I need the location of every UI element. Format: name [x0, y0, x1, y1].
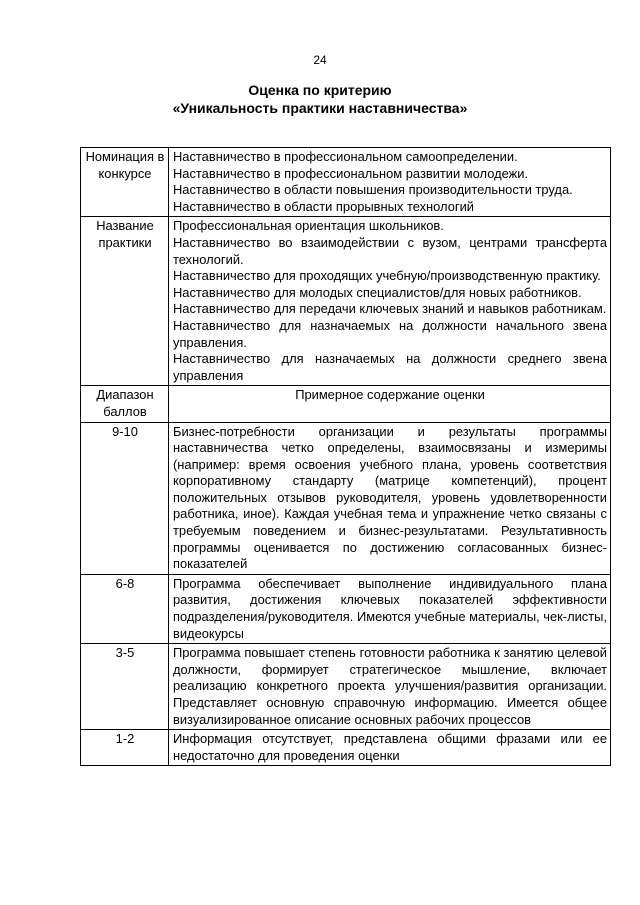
practice-item: Наставничество для назначаемых на должности начального звена управления.: [173, 317, 607, 350]
document-title: [0, 81, 640, 117]
page-number: 24: [313, 53, 327, 67]
nomination-item: Наставничество в профессиональном развитии молодежи.: [173, 165, 529, 181]
title-line-1: Оценка по критерию: [248, 82, 392, 98]
score-range: 9-10: [81, 422, 169, 574]
practice-item: Профессиональная ориентация школьников.: [173, 218, 444, 234]
criteria-table: [80, 147, 611, 766]
practice-item: Наставничество для передачи ключевых знаний и навыков работникам.: [173, 301, 607, 317]
score-description: Бизнес-потребности организации и результаты программы наставничества четко определены, взаимосвязаны и измеримы (например: время освоения учебного плана, уровень соответствия корпоративному стандарту (матрице компетенций), процент положительных отзывов руководителя, уровень удовлетворенности работника, иное). Каждая учебная тема и упражнение четко связаны с требуемым поведением и бизнес-результатами. Результативность программы оценивается по достижению согласованных бизнес-показателей: [169, 422, 611, 574]
score-description: Программа обеспечивает выполнение индивидуального плана развития, достижения ключевых показателей эффективности подразделения/руководителя. Имеются учебные материалы, чек-листы, видеокурсы: [169, 574, 611, 643]
score-row: [81, 644, 611, 730]
practice-item: Наставничество для назначаемых на должности среднего звена управления: [173, 351, 607, 383]
score-range: 3-5: [81, 644, 169, 730]
practice-name-label: Название практики: [81, 217, 169, 386]
practice-item: Наставничество для молодых специалистов/для новых работников.: [173, 284, 582, 300]
nomination-item: Наставничество в области прорывных технологий: [173, 198, 474, 214]
score-description: Программа повышает степень готовности работника к занятию целевой должности, формирует стратегическое мышление, включает реализацию конкретного проекта улучшения/развития организации. Представляет основную справочную информацию. Имеется общее визуализированное описание основных рабочих процессов: [169, 644, 611, 730]
title-line-2: «Уникальность практики наставничества»: [172, 100, 468, 116]
score-row: [81, 422, 611, 574]
score-range: 6-8: [81, 574, 169, 643]
score-row: [81, 730, 611, 766]
nomination-list: [169, 148, 611, 217]
score-range-header: Диапазон баллов: [81, 386, 169, 422]
practice-item: Наставничество для проходящих учебную/производственную практику.: [173, 268, 601, 284]
nomination-row: [81, 148, 611, 217]
scores-header-row: [81, 386, 611, 422]
practice-name-row: [81, 217, 611, 386]
score-range: 1-2: [81, 730, 169, 766]
nomination-item: Наставничество в области повышения производительности труда.: [173, 182, 573, 198]
score-content-header: Примерное содержание оценки: [169, 386, 611, 422]
score-description: Информация отсутствует, представлена общими фразами или ее недостаточно для проведения оценки: [169, 730, 611, 766]
practice-name-list: [169, 217, 611, 386]
score-row: [81, 574, 611, 643]
nomination-label: Номинация в конкурсе: [81, 148, 169, 217]
practice-item: Наставничество во взаимодействии с вузом, центрами трансферта технологий.: [173, 234, 607, 267]
nomination-item: Наставничество в профессиональном самоопределении.: [173, 149, 518, 164]
